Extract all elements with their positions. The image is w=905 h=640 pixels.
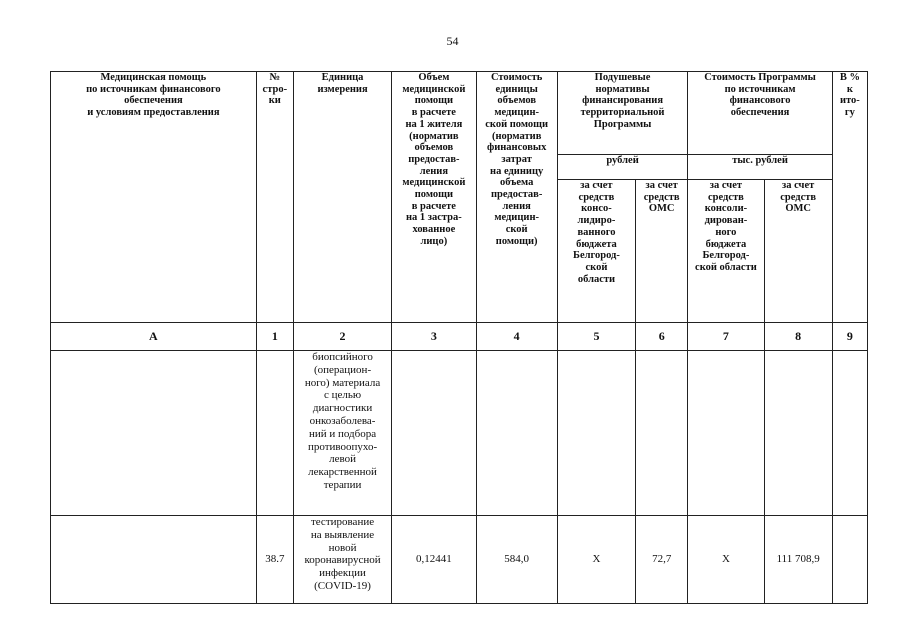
- page-number: 54: [446, 34, 459, 48]
- cell-unit-cost: 584,0: [476, 516, 557, 604]
- header-program-cost-group: Стоимость Программы по источникам финансового обеспечения: [688, 72, 833, 155]
- cell-budget-program: [688, 351, 764, 516]
- column-index: 1: [256, 323, 293, 351]
- cell-budget-per-capita: [557, 351, 635, 516]
- cell-row-number: 38.7: [256, 516, 293, 604]
- header-unit-cost: Стоимость единицы объемов медицин- ской помощи (норматив финансовых затрат на единицу объема предостав- ления медицин- ской помощи): [476, 72, 557, 323]
- cell-percent-total: [832, 516, 867, 604]
- header-volume: Объем медицинской помощи в расчете на 1 жителя (норматив объемов предостав- ления медицинской помощи в расчете на 1 застра- хованное лицо): [392, 72, 476, 323]
- column-index: 6: [636, 323, 688, 351]
- column-index: 7: [688, 323, 764, 351]
- table-row: [51, 516, 868, 604]
- table-row: [51, 351, 868, 516]
- financing-table: [50, 71, 868, 604]
- cell-care-type: [51, 516, 257, 604]
- column-index: 9: [832, 323, 867, 351]
- column-index: 2: [293, 323, 391, 351]
- cell-volume: [392, 351, 476, 516]
- column-index: 4: [476, 323, 557, 351]
- header-unit: Единица измерения: [293, 72, 391, 323]
- column-index: 3: [392, 323, 476, 351]
- cell-unit-cost: [476, 351, 557, 516]
- header-percent-total: В % к ито- гу: [832, 72, 867, 323]
- header-thousand-rubles: тыс. рублей: [688, 155, 833, 180]
- header-care-type: Медицинская помощь по источникам финансового обеспечения и условиям предоставления: [51, 72, 257, 323]
- header-oms-per-capita: за счет средств ОМС: [636, 180, 688, 323]
- cell-care-type: [51, 351, 257, 516]
- cell-oms-program: 111 708,9: [764, 516, 832, 604]
- cell-percent-total: [832, 351, 867, 516]
- column-index: 5: [557, 323, 635, 351]
- cell-unit: тестирование на выявление новой коронавирусной инфекции (COVID-19): [293, 516, 391, 604]
- cell-oms-per-capita: [636, 351, 688, 516]
- cell-unit: биопсийного (операцион- ного) материала с целью диагностики онкозаболева- ний и подбора противоопухо- левой лекарственной терапии: [293, 351, 391, 516]
- column-index-row: [51, 323, 868, 351]
- cell-budget-per-capita: Х: [557, 516, 635, 604]
- header-budget-program: за счет средств консоли- дирован- ного бюджета Белгород- ской области: [688, 180, 764, 323]
- cell-budget-program: Х: [688, 516, 764, 604]
- header-per-capita-group: Подушевые нормативы финансирования территориальной Программы: [557, 72, 687, 155]
- cell-volume: 0,12441: [392, 516, 476, 604]
- column-index: 8: [764, 323, 832, 351]
- header-budget-per-capita: за счет средств консо- лидиро- ванного бюджета Белгород- ской области: [557, 180, 635, 323]
- cell-oms-program: [764, 351, 832, 516]
- header-oms-program: за счет средств ОМС: [764, 180, 832, 323]
- header-row-number: № стро- ки: [256, 72, 293, 323]
- header-row-1: [51, 72, 868, 155]
- header-rubles: рублей: [557, 155, 687, 180]
- cell-oms-per-capita: 72,7: [636, 516, 688, 604]
- cell-row-number: [256, 351, 293, 516]
- column-index: А: [51, 323, 257, 351]
